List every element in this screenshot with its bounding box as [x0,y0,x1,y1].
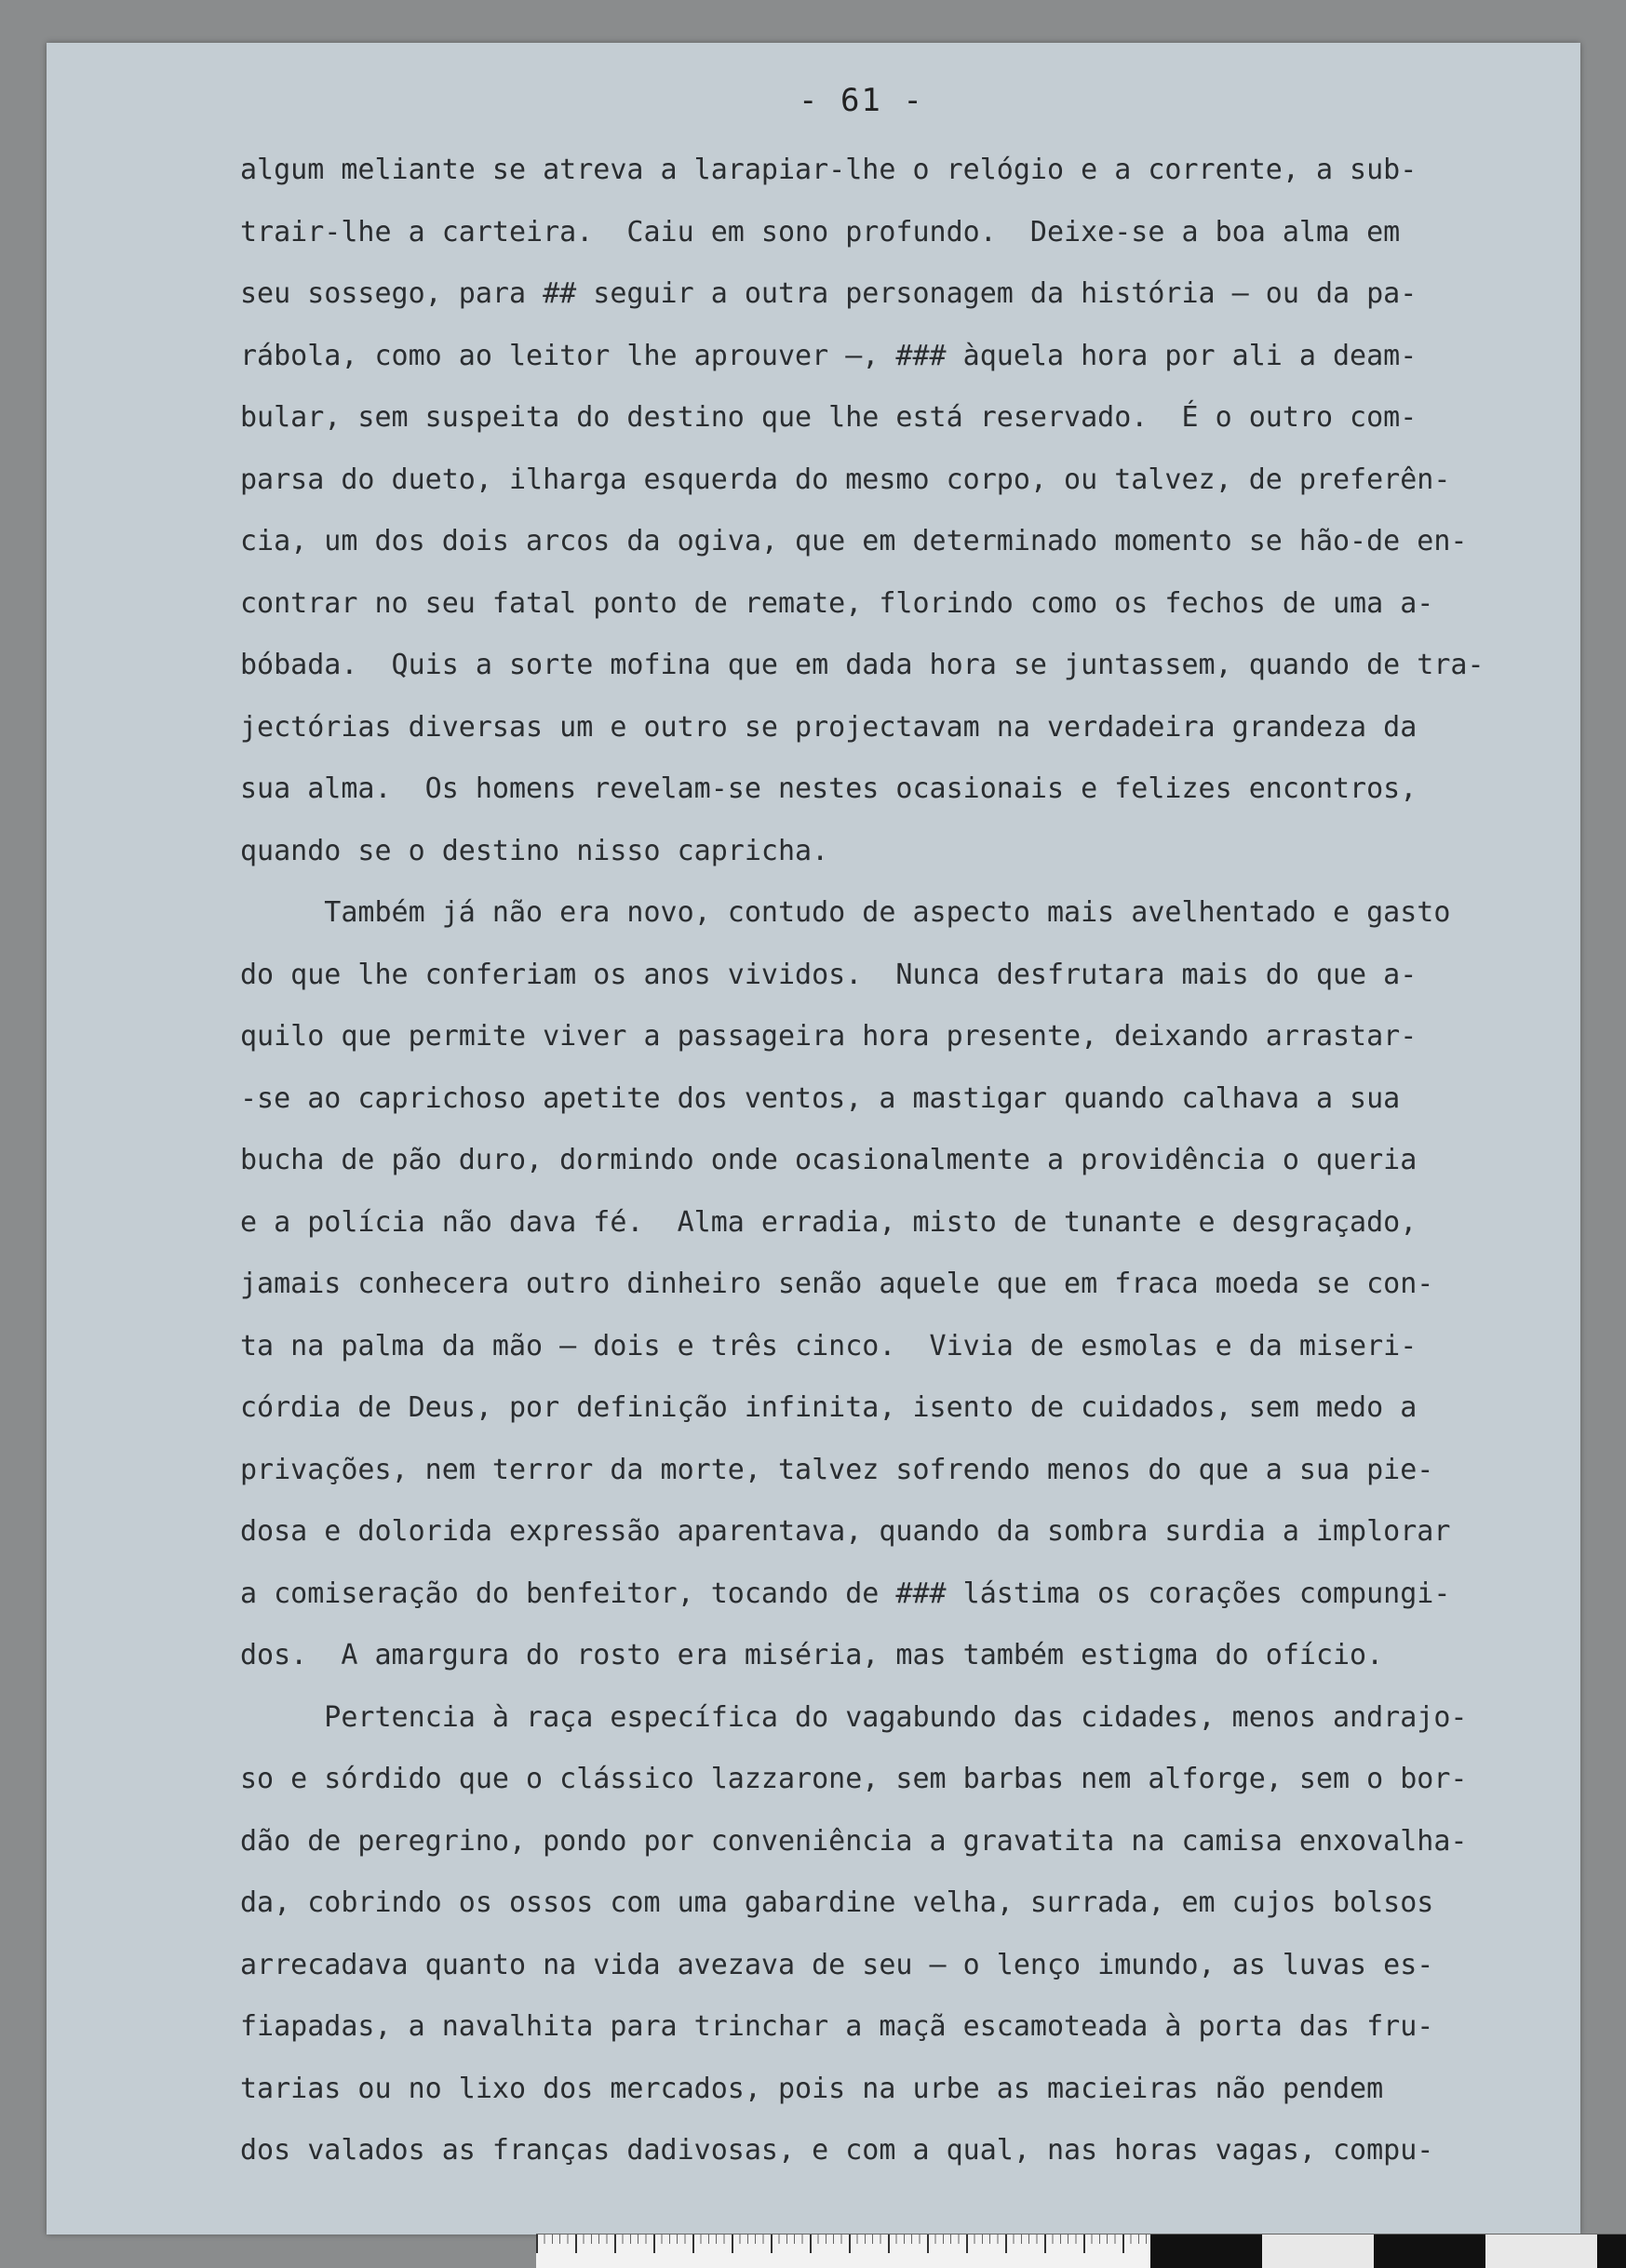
text-line: quando se o destino nisso capricha. [240,834,829,867]
text-line: fiapadas, a navalhita para trinchar a maçã escamoteada à porta das fru- [240,2010,1434,2043]
text-line: algum meliante se atreva a larapiar-lhe o relógio e a corrente, a sub- [240,154,1418,186]
text-line: do que lhe conferiam os anos vividos. Nunca desfrutara mais do que a- [240,958,1418,991]
text-line: e a polícia não dava fé. Alma erradia, misto de tunante e desgraçado, [240,1205,1418,1239]
text-line: so e sórdido que o clássico lazzarone, sem barbas nem alforge, sem o bor- [240,1763,1468,1795]
text-line: da, cobrindo os ossos com uma gabardine velha, surrada, em cujos bolsos [240,1886,1434,1919]
text-line: -se ao caprichoso apetite dos ventos, a mastigar quando calhava a sua [240,1081,1401,1115]
page-number: - 61 - [799,82,924,119]
color-calibration-bar [1150,2234,1626,2268]
text-line: bucha de pão duro, dormindo onde ocasionalmente a providência o queria [240,1144,1418,1176]
text-line: quilo que permite viver a passageira hora presente, deixando arrastar- [240,1020,1418,1053]
text-line: bular, sem suspeita do destino que lhe está reservado. É o outro com- [240,401,1418,434]
text-line: dosa e dolorida expressão aparentava, quando da sombra surdia a implorar [240,1515,1451,1548]
text-line: córdia de Deus, por definição infinita, isento de cuidados, sem medo a [240,1391,1418,1424]
text-line: tarias ou no lixo dos mercados, pois na urbe as macieiras não pendem [240,2072,1384,2105]
text-line: rábola, como ao leitor lhe aprouver —, ### àquela hora por ali a deam- [240,339,1418,372]
scale-ruler [536,2234,1626,2268]
text-line: arrecadava quanto na vida avezava de seu — o lenço imundo, as luvas es- [240,1948,1434,1981]
text-line: ta na palma da mão — dois e três cinco. Vivia de esmolas e da miseri- [240,1329,1418,1362]
text-line: privações, nem terror da morte, talvez sofrendo menos do que a sua pie- [240,1453,1434,1486]
text-line: contrar no seu fatal ponto de remate, florindo como os fechos de uma a- [240,586,1434,620]
text-line: cia, um dos dois arcos da ogiva, que em determinado momento se hão-de en- [240,525,1468,557]
text-line: sua alma. Os homens revelam-se nestes ocasionais e felizes encontros, [240,772,1418,805]
text-line: jectórias diversas um e outro se projectavam na verdadeira grandeza da [240,710,1418,744]
text-line: bóbada. Quis a sorte mofina que em dada hora se juntassem, quando de tra- [240,649,1485,681]
ruler-ticks [536,2234,1150,2268]
text-line: Também já não era novo, contudo de aspecto mais avelhentado e gasto [240,896,1451,929]
text-line: dão de peregrino, pondo por conveniência a gravatita na camisa enxovalha- [240,1824,1468,1858]
text-line: trair-lhe a carteira. Caiu em sono profundo. Deixe-se a boa alma em [240,215,1401,248]
text-line: jamais conhecera outro dinheiro senão aquele que em fraca moeda se con- [240,1268,1434,1300]
text-line: dos valados as franças dadivosas, e com a qual, nas horas vagas, compu- [240,2134,1434,2167]
text-line: Pertencia à raça específica do vagabundo das cidades, menos andrajo- [240,1700,1468,1734]
text-line: parsa do dueto, ilharga esquerda do mesmo corpo, ou talvez, de preferên- [240,463,1451,496]
typed-text-body [240,140,1580,2182]
text-line: a comiseração do benfeitor, tocando de ### lástima os corações compungi- [240,1577,1451,1610]
text-line: seu sossego, para ## seguir a outra personagem da história — ou da pa- [240,277,1418,310]
text-line: dos. A amargura do rosto era miséria, mas também estigma do ofício. [240,1639,1384,1671]
